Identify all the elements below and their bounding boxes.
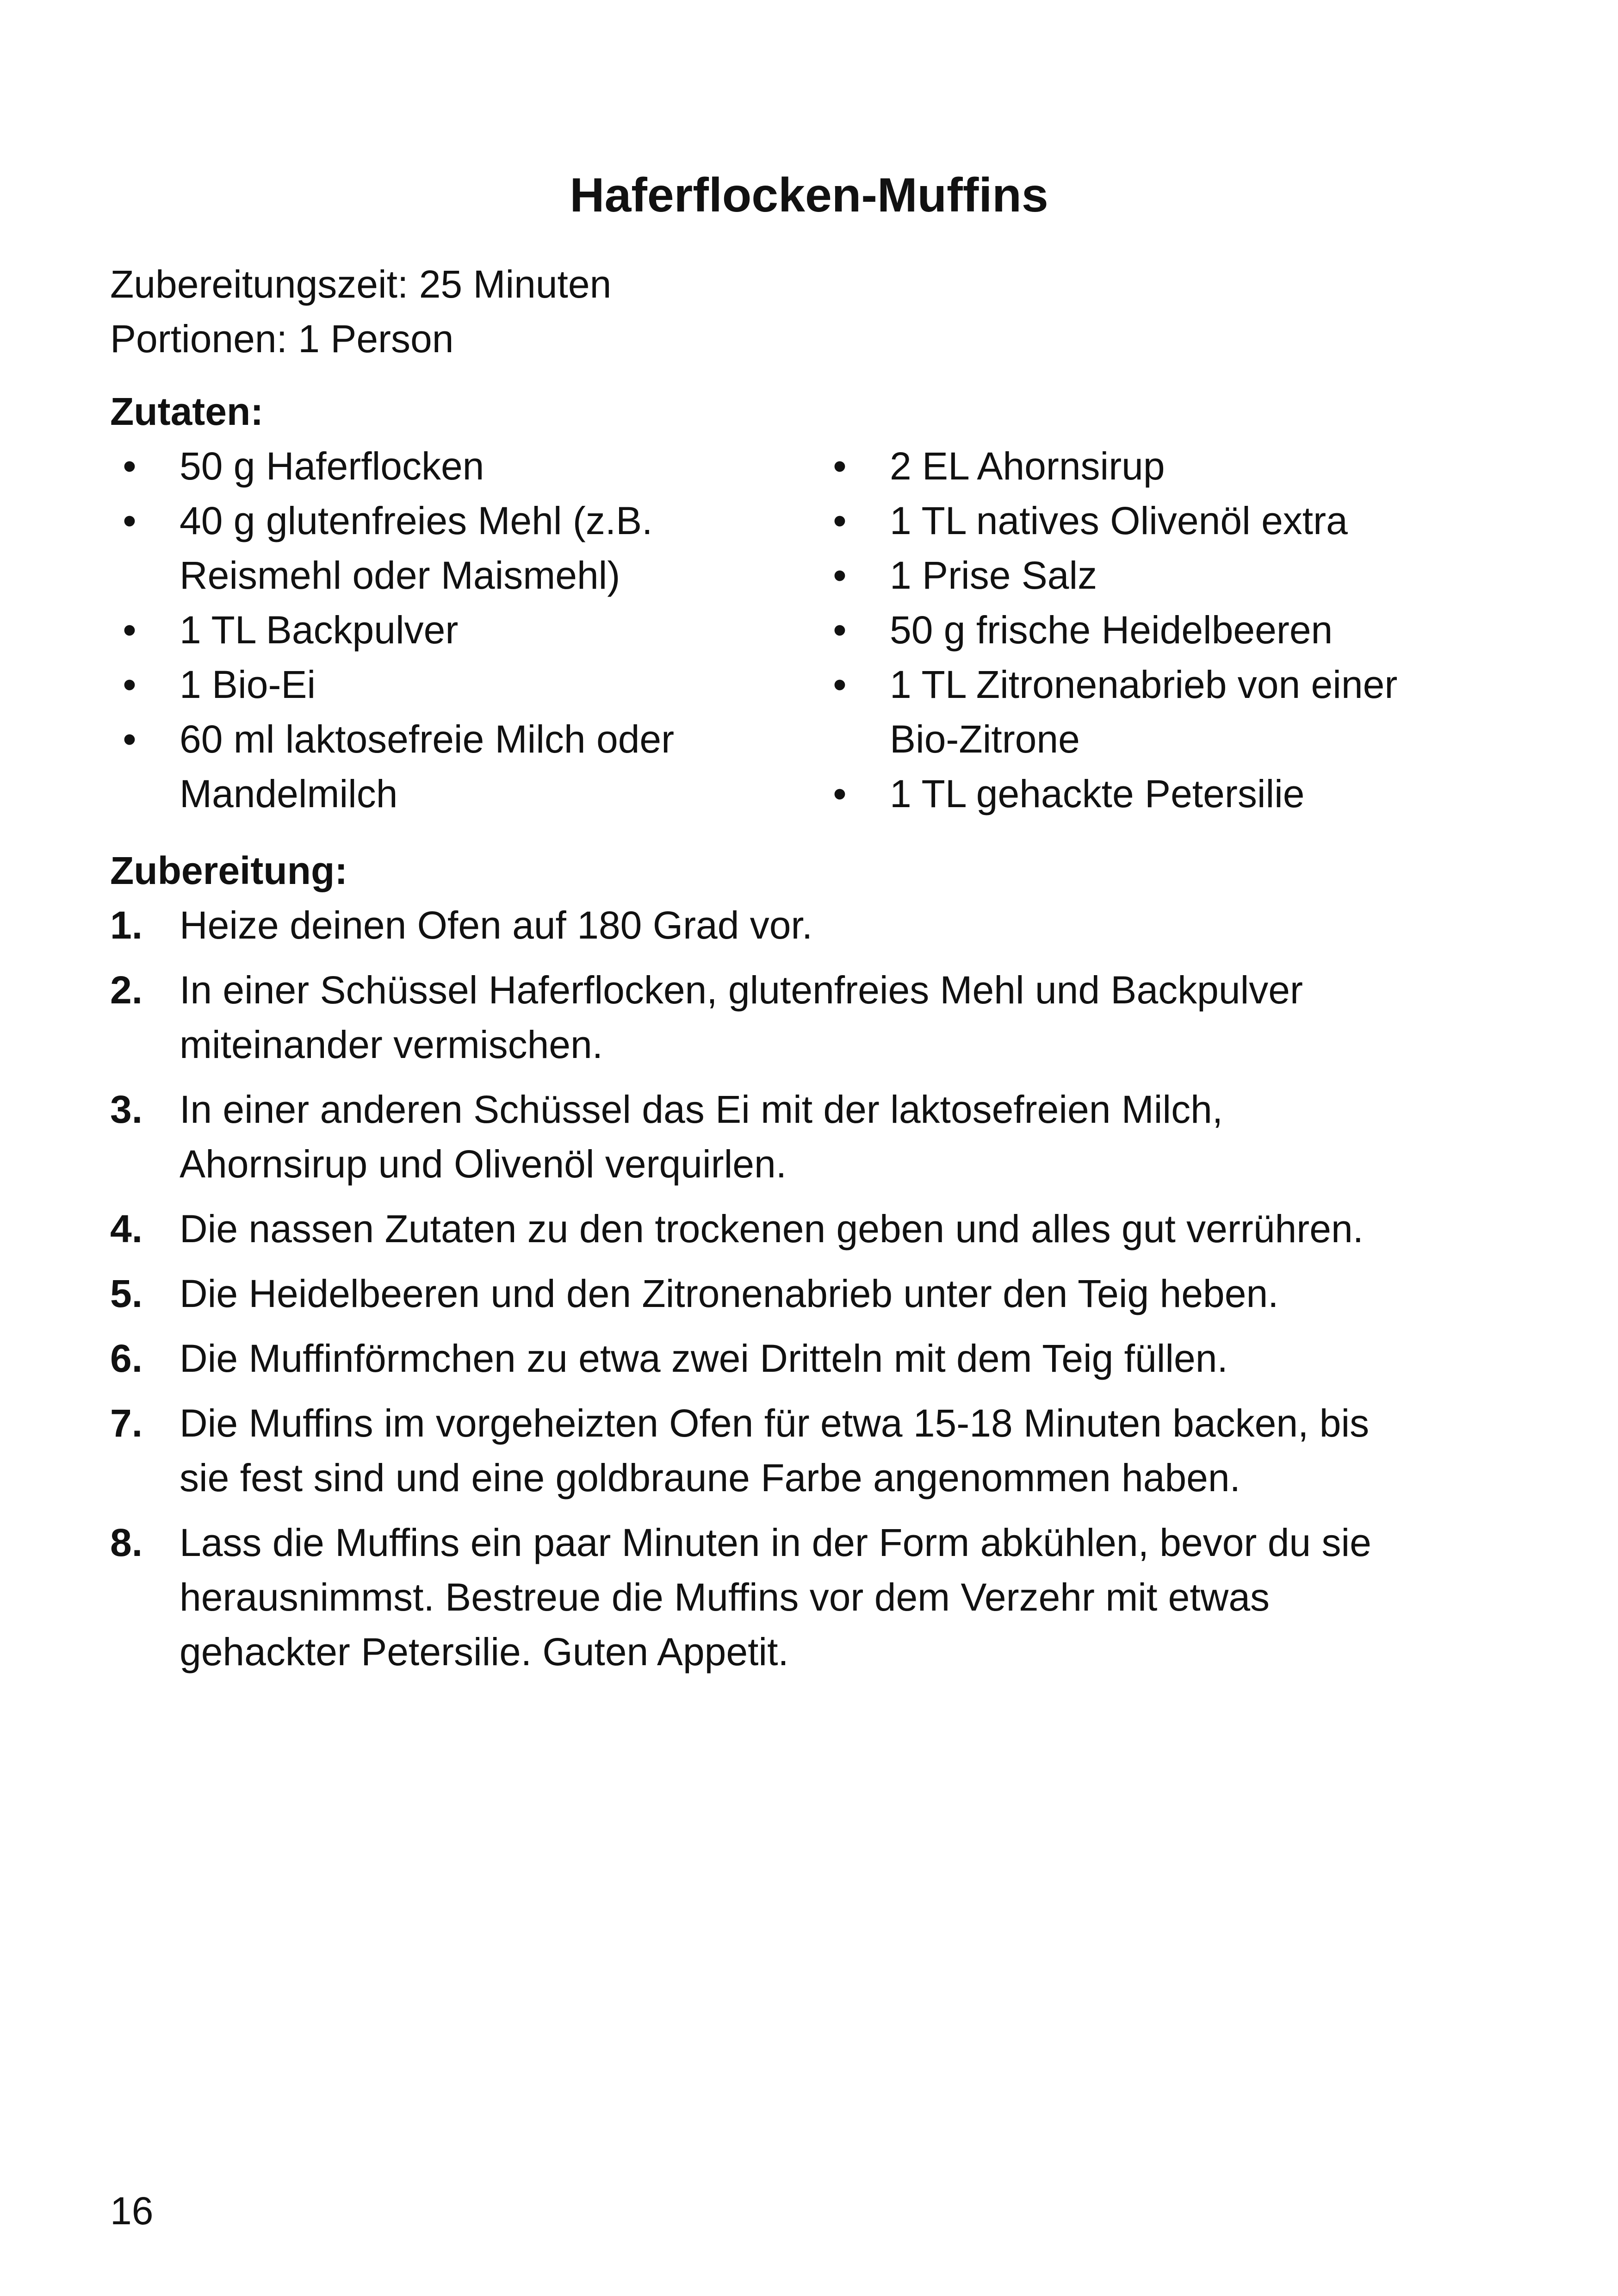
ingredient-item: • 50 g Haferflocken <box>110 439 725 493</box>
bullet-icon: • <box>833 444 847 488</box>
ingredient-item: • 1 TL gehackte Petersilie <box>820 766 1436 821</box>
step-number: 2. <box>110 968 143 1012</box>
ingredients-list-left <box>110 439 725 821</box>
servings: Portionen: 1 Person <box>110 317 454 361</box>
bullet-icon: • <box>123 444 136 488</box>
step-number: 5. <box>110 1272 143 1315</box>
ingredient-item: • 1 Bio-Ei <box>110 657 725 712</box>
step-item <box>110 1201 1415 1256</box>
step-number: 1. <box>110 903 143 947</box>
ingredient-item: • 2 EL Ahornsirup <box>820 439 1436 493</box>
bullet-icon: • <box>833 499 847 542</box>
bullet-icon: • <box>833 608 847 652</box>
step-text: In einer Schüssel Haferflocken, glutenfreies Mehl und Backpulver miteinander vermischen. <box>180 968 1303 1066</box>
step-item <box>110 1082 1415 1191</box>
preparation-heading: Zubereitung: <box>110 849 348 892</box>
step-item <box>110 898 1415 952</box>
bullet-icon: • <box>123 499 136 542</box>
ingredient-item: • 50 g frische Heidelbeeren <box>820 603 1436 657</box>
ingredient-item: • 1 TL Zitronenabrieb von einer Bio-Zitrone <box>820 657 1436 766</box>
ingredient-item: • 1 TL natives Olivenöl extra <box>820 493 1436 548</box>
step-number: 4. <box>110 1207 143 1251</box>
bullet-icon: • <box>833 554 847 597</box>
bullet-icon: • <box>833 772 847 815</box>
step-item <box>110 1331 1415 1386</box>
step-text: Die Muffins im vorgeheizten Ofen für etwa 15-18 Minuten backen, bis sie fest sind und eine goldbraune Farbe angenommen haben. <box>180 1401 1370 1500</box>
bullet-icon: • <box>123 663 136 706</box>
step-number: 3. <box>110 1088 143 1131</box>
ingredients-list-right <box>820 439 1436 821</box>
ingredient-item: • 1 TL Backpulver <box>110 603 725 657</box>
step-text: Lass die Muffins ein paar Minuten in der Form abkühlen, bevor du sie herausnimmst. Bestreue die Muffins vor dem Verzehr mit etwas gehackter Petersilie. Guten Appetit. <box>180 1521 1371 1674</box>
page-number: 16 <box>110 2189 154 2233</box>
ingredients-heading: Zutaten: <box>110 390 264 433</box>
ingredient-item: • 60 ml laktosefreie Milch oder Mandelmilch <box>110 712 725 821</box>
step-number: 7. <box>110 1401 143 1445</box>
bullet-icon: • <box>833 663 847 706</box>
step-text: Heize deinen Ofen auf 180 Grad vor. <box>180 903 813 947</box>
step-text: In einer anderen Schüssel das Ei mit der laktosefreien Milch, Ahornsirup und Olivenöl verquirlen. <box>180 1088 1223 1186</box>
step-item <box>110 1266 1415 1321</box>
step-item <box>110 963 1415 1072</box>
step-text: Die Muffinförmchen zu etwa zwei Dritteln mit dem Teig füllen. <box>180 1337 1228 1380</box>
step-text: Die Heidelbeeren und den Zitronenabrieb unter den Teig heben. <box>180 1272 1279 1315</box>
prep-time: Zubereitungszeit: 25 Minuten <box>110 262 612 306</box>
recipe-meta <box>110 257 611 366</box>
step-text: Die nassen Zutaten zu den trockenen geben und alles gut verrühren. <box>180 1207 1364 1251</box>
ingredient-item: • 40 g glutenfreies Mehl (z.B. Reismehl oder Maismehl) <box>110 493 725 603</box>
bullet-icon: • <box>123 608 136 652</box>
step-item <box>110 1396 1415 1505</box>
step-number: 6. <box>110 1337 143 1380</box>
bullet-icon: • <box>123 717 136 761</box>
recipe-title: Haferflocken-Muffins <box>570 168 1048 222</box>
step-number: 8. <box>110 1521 143 1564</box>
step-item <box>110 1515 1415 1679</box>
preparation-steps <box>110 898 1415 1689</box>
ingredient-item: • 1 Prise Salz <box>820 548 1436 603</box>
